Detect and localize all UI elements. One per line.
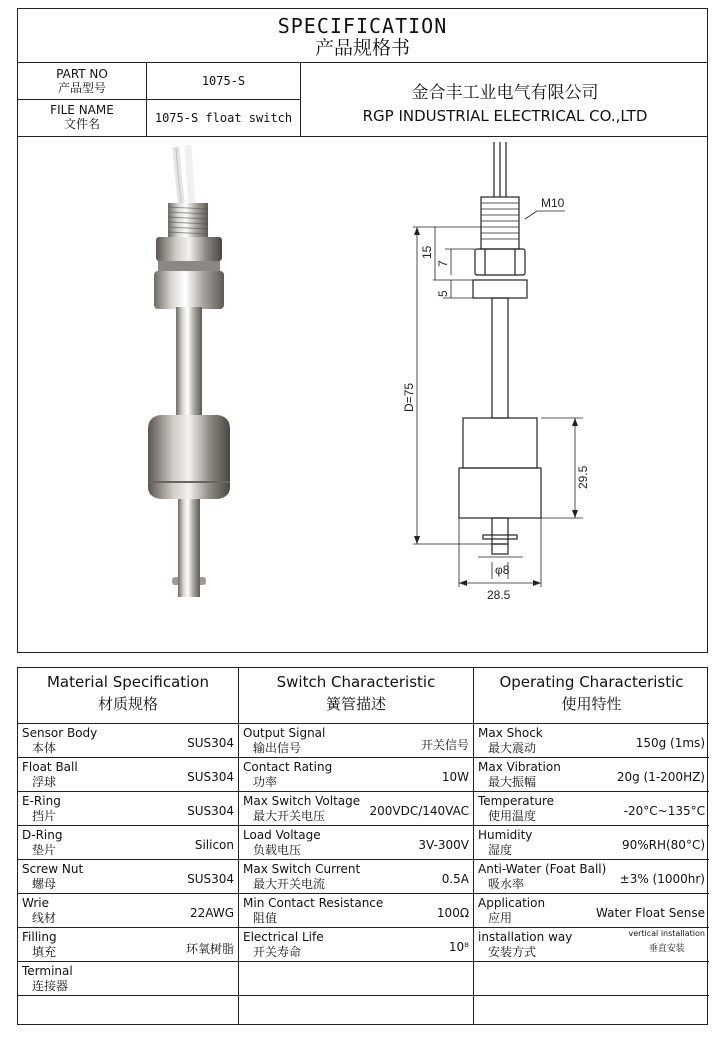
spec-value: 90%RH(80°C)	[621, 838, 705, 852]
spec-label-zh: 线材	[32, 911, 57, 925]
spec-label-zh: 最大振幅	[488, 775, 537, 789]
spec-label-zh: 挡片	[32, 809, 57, 823]
switch-characteristic-header: Switch Characteristic 簧管描述	[239, 673, 473, 724]
spec-label-en: installation way	[478, 930, 573, 944]
spec-label-zh: 浮球	[32, 775, 57, 789]
spec-label-en: Anti-Water (Foat Ball)	[478, 862, 607, 876]
spec-value: vertical installation 垂直安装	[628, 929, 705, 954]
spec-label-en: Max Vibration	[478, 760, 561, 774]
product-photo	[78, 137, 378, 652]
spec-label	[243, 828, 321, 858]
spec-value: 22AWG	[190, 906, 234, 920]
spec-label-en: Min Contact Resistance	[243, 896, 384, 910]
spec-row	[18, 894, 238, 928]
spec-label-zh: 负载电压	[253, 843, 302, 857]
dim-28-5: 28.5	[487, 588, 511, 602]
spec-value: 100Ω	[436, 906, 469, 920]
spec-label	[22, 930, 57, 960]
product-drawing-area	[18, 137, 707, 652]
spec-label-zh: 垫片	[32, 843, 57, 857]
page-title-zh: 产品规格书	[314, 37, 410, 59]
float-ball	[148, 415, 230, 499]
spec-row	[18, 860, 238, 894]
spec-label	[22, 726, 97, 756]
spec-row	[474, 894, 709, 928]
spec-label	[243, 726, 325, 756]
spec-row	[474, 996, 709, 1030]
spec-value: ±3% (1000hr)	[619, 872, 705, 886]
spec-label-zh: 吸水率	[488, 877, 525, 891]
spec-label-zh: 使用温度	[488, 809, 537, 823]
spec-label-en: E-Ring	[22, 794, 61, 808]
spec-label	[478, 896, 545, 926]
spec-row	[239, 792, 473, 826]
dim-5: 5	[436, 290, 450, 297]
spec-value: 10W	[441, 770, 469, 784]
spec-label-zh: 功率	[253, 775, 278, 789]
spec-label-zh: 最大震动	[488, 741, 537, 755]
spec-row	[18, 826, 238, 860]
switch-characteristic-column	[239, 668, 474, 1024]
spec-label	[22, 760, 78, 790]
company-block	[301, 63, 709, 137]
spec-row	[474, 758, 709, 792]
spec-label-en: Wrie	[22, 896, 49, 910]
spec-label-zh: 应用	[488, 911, 513, 925]
spec-label-zh: 湿度	[488, 843, 513, 857]
spec-label	[478, 828, 532, 858]
spec-value: 3V-300V	[418, 838, 469, 852]
spec-label-zh: 最大开关电流	[253, 877, 326, 891]
spec-value: SUS304	[187, 770, 234, 784]
spec-value: 20g (1-200HZ)	[616, 770, 705, 784]
washer	[158, 261, 220, 271]
screw-nut	[156, 237, 222, 261]
spec-row	[18, 996, 238, 1030]
dim-7: 7	[436, 260, 450, 267]
spec-value: Water Float Sense	[596, 906, 705, 920]
material-spec-column	[18, 668, 239, 1024]
stem	[176, 307, 202, 417]
spec-label	[243, 760, 332, 790]
spec-label	[22, 896, 56, 926]
spec-row	[474, 860, 709, 894]
spec-value: 0.5A	[441, 872, 469, 886]
spec-label-en: Filling	[22, 930, 57, 944]
spec-row	[474, 826, 709, 860]
spec-value: 10⁸	[448, 940, 469, 954]
material-spec-header: Material Specification 材质规格	[18, 673, 238, 724]
spec-value: 200VDC/140VAC	[369, 804, 469, 818]
spec-value: SUS304	[187, 736, 234, 750]
spec-label-en: Max Switch Voltage	[243, 794, 361, 808]
spec-label-en: Sensor Body	[22, 726, 98, 740]
spec-label	[478, 930, 572, 960]
spec-row	[18, 928, 238, 962]
mount-body	[154, 271, 224, 309]
spec-row	[18, 792, 238, 826]
spec-row	[239, 928, 473, 962]
spec-label-en: Screw Nut	[22, 862, 84, 876]
technical-drawing	[373, 137, 703, 652]
spec-value: Silicon	[194, 838, 234, 852]
spec-label-en: Terminal	[22, 964, 73, 978]
file-name-label: FILE NAME 文件名	[18, 100, 147, 137]
file-name-value: 1075-S float switch	[147, 100, 301, 137]
spec-header-frame	[17, 8, 708, 653]
spec-row	[239, 758, 473, 792]
spec-label	[478, 726, 543, 756]
spec-value: SUS304	[187, 804, 234, 818]
spec-label-en: Contact Rating	[243, 760, 333, 774]
spec-label-zh: 阻值	[253, 911, 278, 925]
spec-label-zh: 螺母	[32, 877, 57, 891]
spec-value: -20°C~135°C	[623, 804, 705, 818]
dim-15: 15	[420, 245, 434, 259]
spec-row	[239, 826, 473, 860]
spec-label	[243, 862, 360, 892]
spec-label-zh: 安装方式	[488, 945, 537, 959]
spec-label-en: Max Switch Current	[243, 862, 361, 876]
spec-row	[18, 962, 238, 996]
spec-label	[243, 930, 324, 960]
spec-label-zh: 输出信号	[253, 741, 302, 755]
spec-label	[478, 794, 554, 824]
spec-label	[243, 794, 360, 824]
spec-label	[478, 862, 606, 892]
company-name-en: RGP INDUSTRIAL ELECTRICAL CO.,LTD	[362, 107, 648, 125]
part-no-value: 1075-S	[147, 63, 301, 100]
spec-row	[239, 996, 473, 1030]
spec-row	[239, 724, 473, 758]
spec-value: 环氧树脂	[185, 942, 234, 956]
spec-row	[474, 724, 709, 758]
spec-row	[239, 894, 473, 928]
spec-label-en: Temperature	[478, 794, 555, 808]
spec-value: SUS304	[187, 872, 234, 886]
dim-d: D=75	[402, 382, 416, 412]
part-no-label: PART NO 产品型号	[18, 63, 147, 100]
spec-label-en: Load Voltage	[243, 828, 321, 842]
spec-label-zh: 填充	[32, 945, 57, 959]
spec-label	[22, 794, 61, 824]
dim-phi8: φ8	[495, 563, 510, 577]
spec-row	[474, 962, 709, 996]
spec-label-en: D-Ring	[22, 828, 63, 842]
spec-row	[474, 792, 709, 826]
spec-label-zh: 本体	[32, 741, 57, 755]
spec-row	[474, 928, 709, 962]
spec-label-zh: 最大开关电压	[253, 809, 326, 823]
spec-label	[22, 862, 83, 892]
dim-thread: M10	[541, 196, 565, 210]
spec-label-en: Humidity	[478, 828, 533, 842]
operating-characteristic-header: Operating Characteristic 使用特性	[474, 673, 709, 724]
spec-row	[18, 724, 238, 758]
operating-characteristic-column	[474, 668, 709, 1024]
spec-tables-frame	[17, 667, 708, 1025]
spec-value: 开关信号	[420, 738, 469, 752]
spec-label	[243, 896, 383, 926]
spec-label-en: Max Shock	[478, 726, 543, 740]
spec-label	[22, 828, 62, 858]
spec-label	[22, 964, 73, 994]
title-row	[18, 9, 707, 63]
spec-label-zh: 连接器	[32, 979, 69, 993]
spec-label-en: Electrical Life	[243, 930, 324, 944]
spec-row	[18, 758, 238, 792]
spec-label-en: Application	[478, 896, 546, 910]
spec-label-zh: 开关寿命	[253, 945, 302, 959]
page-title: SPECIFICATION	[277, 14, 448, 38]
spec-label-en: Output Signal	[243, 726, 326, 740]
wire-2	[188, 145, 192, 209]
spec-row	[239, 860, 473, 894]
meta-table	[18, 63, 707, 137]
spec-row	[239, 962, 473, 996]
bottom-stem	[178, 499, 200, 557]
spec-value: 150g (1ms)	[635, 736, 705, 750]
spec-label-en: Float Ball	[22, 760, 78, 774]
company-name-zh: 金合丰工业电气有限公司	[411, 83, 599, 103]
dim-29-5: 29.5	[576, 465, 590, 489]
spec-label	[478, 760, 561, 790]
